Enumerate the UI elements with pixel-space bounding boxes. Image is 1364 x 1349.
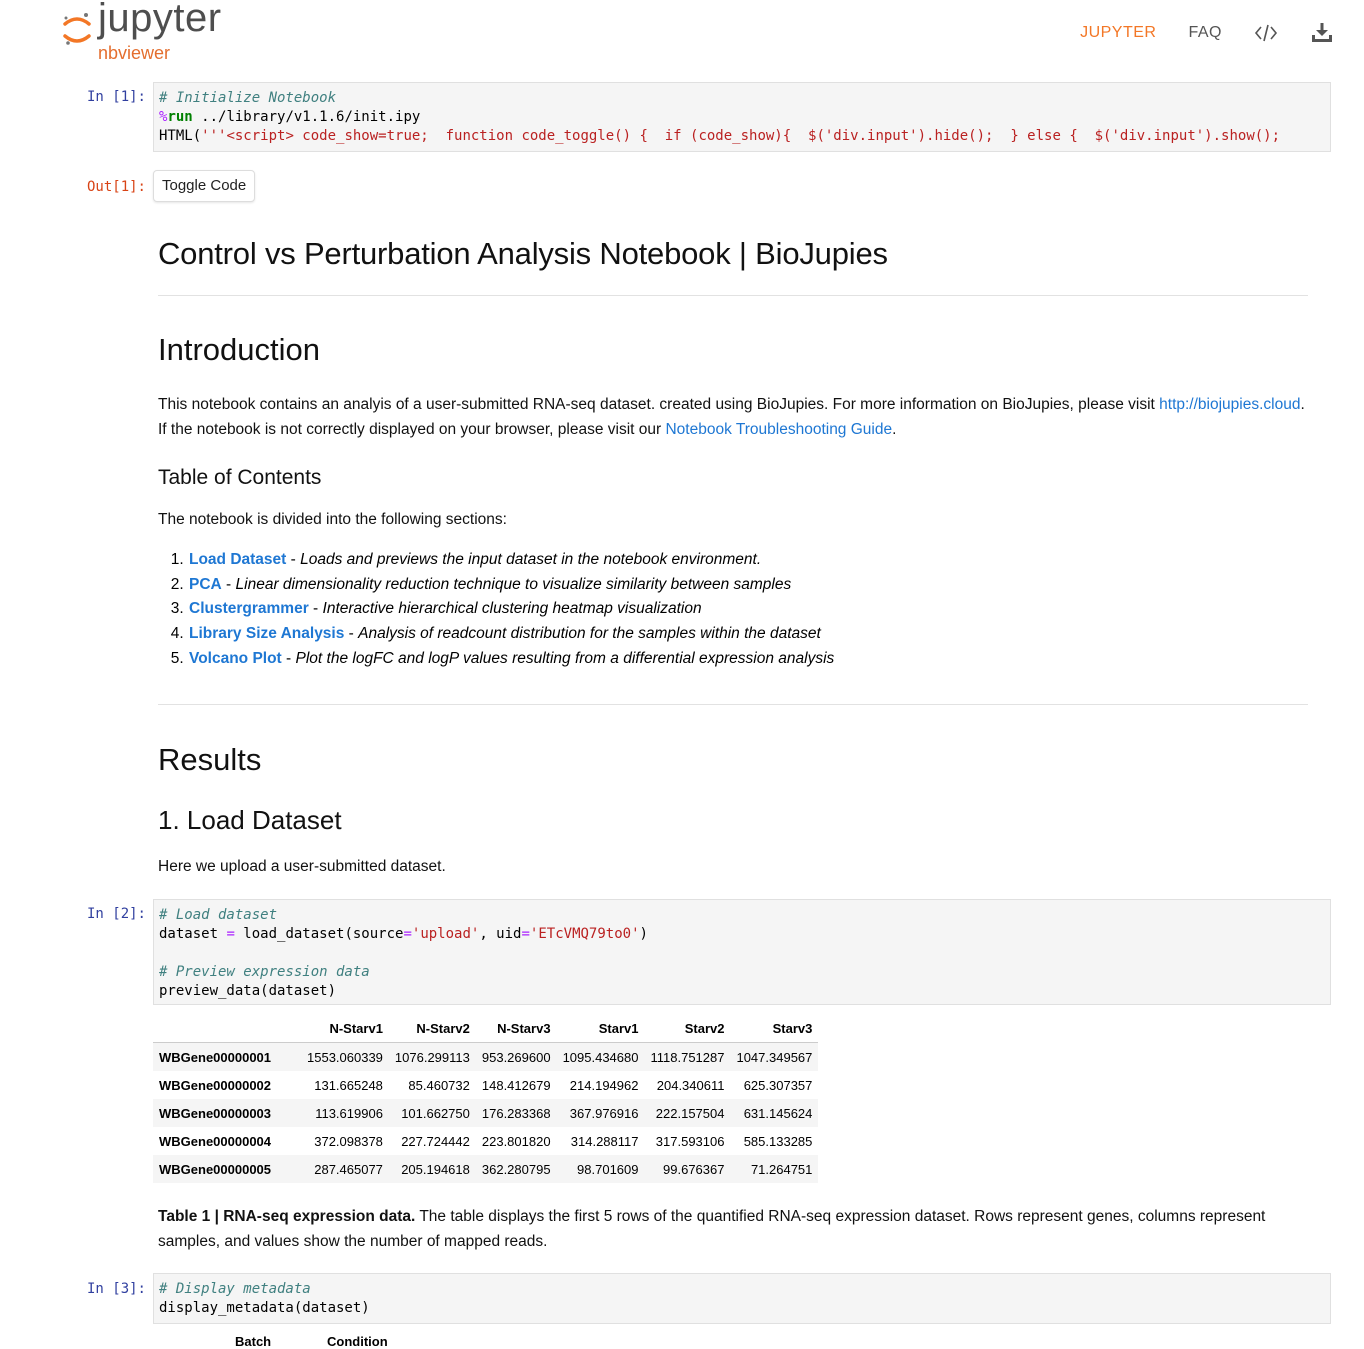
table-cell: 85.460732	[408, 1077, 470, 1093]
table-cell: 98.701609	[577, 1161, 639, 1177]
code-operator: =	[521, 926, 530, 942]
biojupies-link[interactable]: http://biojupies.cloud	[1159, 396, 1301, 413]
table-cell: 372.098378	[314, 1133, 383, 1149]
code-magic: %	[159, 109, 168, 125]
toc-desc: Analysis of readcount distribution for the samples within the dataset	[358, 625, 821, 643]
table-column-header: Condition	[327, 1334, 388, 1349]
table-column-header: Starv3	[730, 1014, 818, 1043]
table-cell: 223.801820	[481, 1133, 551, 1149]
jupyter-logo[interactable]	[62, 0, 262, 66]
cell-2-prompt: In [2]:	[86, 906, 146, 922]
nav-faq-link[interactable]: FAQ	[1188, 24, 1222, 41]
toc-heading: Table of Contents	[158, 466, 322, 489]
cell-3-prompt: In [3]:	[86, 1281, 146, 1297]
troubleshooting-guide-link[interactable]: Notebook Troubleshooting Guide	[665, 421, 893, 438]
code-comment: # Initialize Notebook	[159, 90, 337, 106]
download-icon[interactable]	[1310, 21, 1334, 45]
code-text: preview_data(dataset)	[159, 983, 337, 999]
table-cell: 113.619906	[315, 1105, 383, 1121]
toc-item: 5. Volcano Plot - Plot the logFC and logP values resulting from a differential expression analysis	[188, 647, 834, 672]
table-column-header: Starv1	[557, 1014, 645, 1043]
table-row	[153, 1071, 818, 1099]
toc-desc: Loads and previews the input dataset in the notebook environment.	[300, 551, 762, 568]
row-gene-id: WBGene00000003	[159, 1105, 272, 1121]
intro-text: This notebook contains an analyis of a user-submitted RNA-seq dataset. created using BioJupies. For more information on BioJupies, please visit	[158, 396, 1155, 413]
divider	[158, 704, 1308, 705]
code-comment: # Display metadata	[159, 1281, 311, 1297]
code-icon[interactable]	[1254, 21, 1278, 45]
toc-link-clustergrammer[interactable]: Clustergrammer	[189, 600, 309, 618]
table-caption	[158, 1204, 1278, 1254]
table-column-header: N-Starv3	[476, 1014, 557, 1043]
table-cell: 953.269600	[481, 1049, 551, 1065]
code-keyword: run	[167, 109, 193, 125]
table-cell: 585.133285	[743, 1133, 813, 1149]
nav-jupyter-link[interactable]: JUPYTER	[1080, 24, 1157, 41]
toc-desc: Linear dimensionality reduction technique to visualize similarity between samples	[235, 575, 792, 593]
table-cell: 148.412679	[481, 1077, 551, 1093]
table-cell: 227.724442	[401, 1133, 470, 1149]
table-row	[153, 1099, 818, 1127]
table-cell: 1095.434680	[562, 1049, 639, 1065]
intro-text: .	[892, 421, 897, 438]
table-row	[153, 1127, 818, 1155]
table-cell: 287.465077	[314, 1161, 383, 1177]
table-index-header	[153, 1014, 301, 1043]
code-text: display_metadata(dataset)	[159, 1300, 370, 1316]
load-dataset-heading: 1. Load Dataset	[158, 805, 342, 835]
table-cell: 222.157504	[655, 1105, 725, 1121]
table-cell: 1553.060339	[307, 1049, 383, 1065]
table-header-row	[153, 1014, 818, 1043]
caption-text: The table displays the first 5 rows of the quantified RNA-seq expression dataset. Rows represent genes, columns represent samples, and values show the number of mapped reads.	[158, 1208, 1266, 1250]
table-cell: 214.194962	[569, 1077, 639, 1093]
table-row	[153, 1155, 818, 1183]
code-string: '''<script> code_show=true; function code_toggle() { if (code_show){ $('div.input').hide(); } else { $('div.input').show();	[201, 128, 1281, 144]
toc-item: 4. Library Size Analysis - Analysis of readcount distribution for the samples within the dataset	[188, 622, 834, 647]
load-dataset-text: Here we upload a user-submitted dataset.	[158, 858, 446, 875]
expression-table	[153, 1014, 818, 1183]
code-cell-1[interactable]	[153, 82, 1331, 152]
table-cell: 99.676367	[663, 1161, 725, 1177]
caption-title: Table 1 | RNA-seq expression data.	[158, 1208, 416, 1225]
code-comment: # Load dataset	[159, 907, 278, 923]
code-text: load_dataset(source	[234, 926, 404, 942]
table-cell: 1118.751287	[650, 1049, 725, 1065]
code-text: , uid	[479, 926, 522, 942]
toggle-code-button[interactable]: Toggle Code	[153, 170, 255, 202]
jupyter-logo-icon	[62, 10, 92, 46]
table-cell: 1047.349567	[736, 1049, 813, 1065]
results-heading: Results	[158, 742, 262, 777]
code-text: )	[639, 926, 648, 942]
notebook-title: Control vs Perturbation Analysis Notebook | BioJupies	[158, 236, 888, 271]
code-string: 'ETcVMQ79to0'	[529, 926, 640, 942]
code-operator: =	[403, 926, 412, 942]
table-cell: 314.288117	[570, 1133, 639, 1149]
logo-subtitle: nbviewer	[98, 43, 171, 63]
toc-desc: Plot the logFC and logP values resulting from a differential expression analysis	[295, 649, 835, 667]
table-cell: 362.280795	[481, 1161, 551, 1177]
row-gene-id: WBGene00000001	[159, 1049, 272, 1065]
table-cell: 71.264751	[750, 1161, 813, 1177]
table-column-header: N-Starv2	[389, 1014, 476, 1043]
code-cell-3[interactable]	[153, 1273, 1331, 1324]
table-cell: 1076.299113	[394, 1049, 470, 1065]
code-operator: =	[226, 926, 235, 942]
toc-link-library-size[interactable]: Library Size Analysis	[189, 625, 345, 643]
top-nav	[1048, 18, 1334, 48]
introduction-paragraph	[158, 392, 1308, 442]
toc-link-load-dataset[interactable]: Load Dataset	[189, 551, 287, 568]
toc-item: 2. PCA - Linear dimensionality reduction technique to visualize similarity between samples	[188, 573, 834, 598]
table-cell: 367.976916	[569, 1105, 639, 1121]
table-cell: 176.283368	[481, 1105, 551, 1121]
code-text: ../library/v1.1.6/init.ipy	[192, 109, 421, 125]
logo-wordmark: jupyter	[98, 0, 222, 40]
row-gene-id: WBGene00000005	[159, 1161, 272, 1177]
table-column-header: Starv2	[644, 1014, 730, 1043]
row-gene-id: WBGene00000004	[159, 1133, 272, 1149]
table-cell: 131.665248	[314, 1077, 383, 1093]
code-string: 'upload'	[411, 926, 480, 942]
divider	[158, 295, 1308, 296]
toc-list	[158, 548, 834, 672]
table-cell: 101.662750	[401, 1105, 470, 1121]
toc-item: 3. Clustergrammer - Interactive hierarchical clustering heatmap visualization	[188, 597, 834, 622]
code-cell-2[interactable]	[153, 899, 1331, 1005]
table-cell: 625.307357	[743, 1077, 813, 1093]
table-cell: 204.340611	[656, 1077, 725, 1093]
code-text: HTML(	[159, 128, 202, 144]
out-1-prompt: Out[1]:	[86, 179, 146, 195]
code-comment: # Preview expression data	[159, 964, 370, 980]
toc-intro: The notebook is divided into the following sections:	[158, 511, 507, 528]
intro-text: . If the notebook is not correctly displayed on your browser, please visit our	[158, 396, 1305, 438]
row-gene-id: WBGene00000002	[159, 1077, 272, 1093]
table-row	[153, 1043, 818, 1072]
table-column-header: Batch	[235, 1334, 272, 1349]
toc-desc: Interactive hierarchical clustering heatmap visualization	[322, 600, 702, 618]
toc-link-volcano-plot[interactable]: Volcano Plot	[189, 649, 282, 667]
table-cell: 317.593106	[655, 1133, 725, 1149]
table-column-header: N-Starv1	[301, 1014, 389, 1043]
toc-item: 1. Load Dataset - Loads and previews the input dataset in the notebook environment.	[188, 548, 834, 573]
table-cell: 205.194618	[401, 1161, 470, 1177]
toc-link-pca[interactable]: PCA	[189, 575, 222, 593]
cell-1-prompt: In [1]:	[86, 89, 146, 105]
code-text: dataset	[159, 926, 227, 942]
introduction-heading: Introduction	[158, 332, 320, 367]
table-cell: 631.145624	[743, 1105, 813, 1121]
